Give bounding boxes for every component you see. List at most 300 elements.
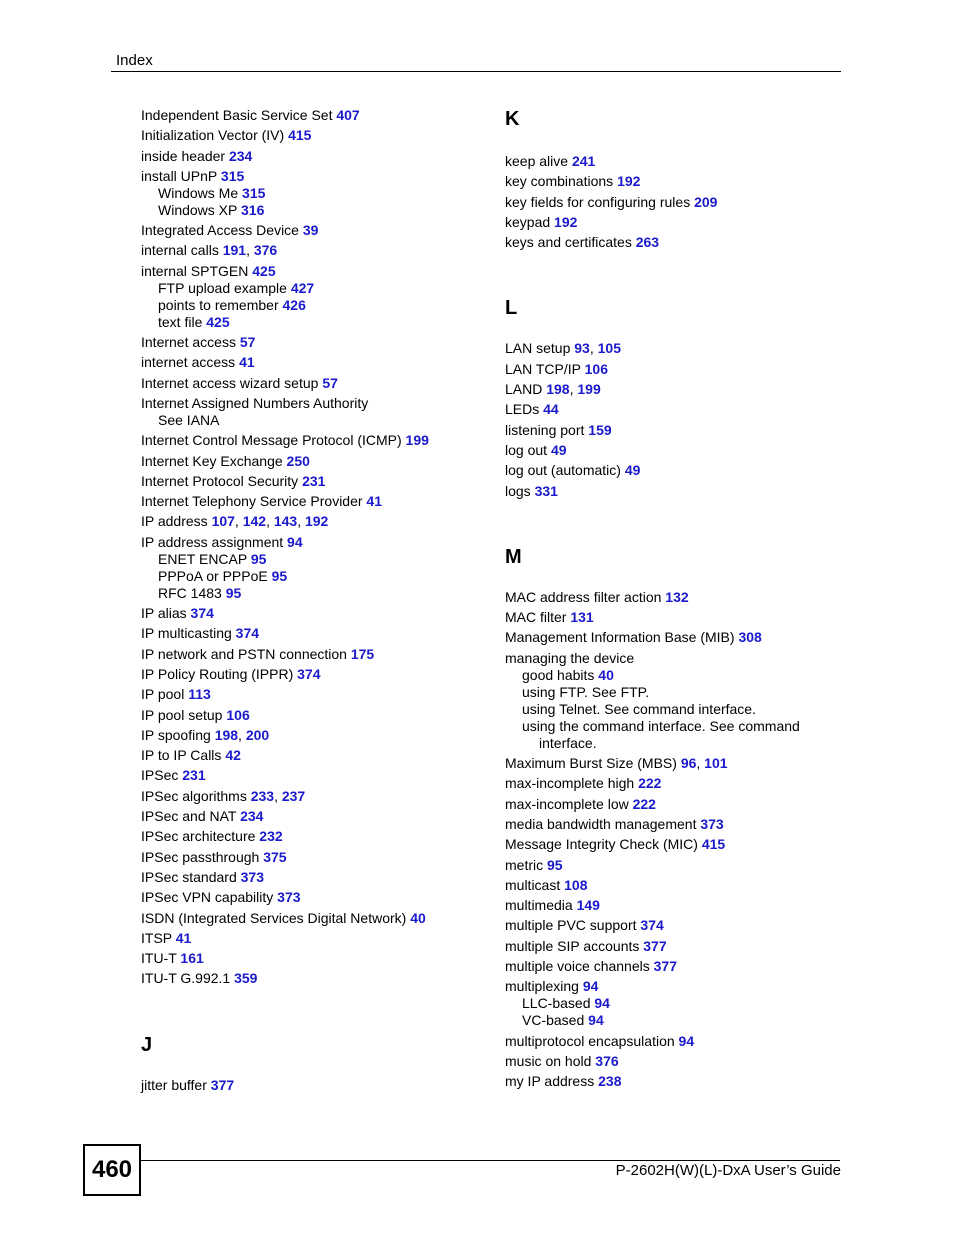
index-entry-main (141, 473, 481, 490)
page-link[interactable]: 308 (738, 629, 762, 646)
index-entry-main (505, 442, 845, 459)
page-link[interactable]: 106 (226, 706, 250, 723)
page-link[interactable]: 237 (281, 787, 306, 804)
index-entry (141, 747, 481, 764)
page-link[interactable]: 57 (239, 334, 256, 351)
index-entry (141, 828, 481, 845)
page-link[interactable]: 238 (598, 1073, 622, 1090)
index-subentry (141, 297, 481, 314)
page-link[interactable]: 108 (564, 876, 588, 893)
index-entry-main (505, 755, 845, 772)
index-term: Independent Basic Service Set (141, 107, 337, 123)
index-entry (141, 910, 481, 927)
index-entry (141, 707, 481, 724)
index-term: Windows Me (158, 184, 243, 201)
index-term: max-incomplete low (505, 795, 633, 812)
index-term: good habits (522, 666, 599, 683)
page-link[interactable]: 359 (234, 970, 258, 987)
index-entry (505, 1073, 845, 1090)
index-term: ENET ENCAP (158, 550, 251, 567)
page-link[interactable]: 376 (253, 242, 278, 259)
index-entry-main (505, 234, 845, 251)
index-entry (505, 214, 845, 231)
index-term: inside header (141, 147, 229, 164)
index-subentry (505, 684, 845, 701)
page-link[interactable]: 96 (680, 755, 697, 772)
page-link[interactable]: 407 (336, 107, 360, 123)
index-entry (141, 493, 481, 510)
page-separator: , (589, 340, 598, 357)
index-term: multiple voice channels (505, 958, 654, 975)
page-link[interactable]: 132 (665, 588, 689, 605)
index-entry-main (141, 646, 481, 663)
index-term: LAN TCP/IP (505, 360, 585, 377)
index-entry-main (141, 222, 481, 239)
page-link[interactable]: 415 (288, 127, 312, 144)
index-entry (505, 401, 845, 418)
index-term: IP address assignment (141, 533, 288, 550)
index-entry-main (141, 727, 481, 744)
index-term: ISDN (Integrated Services Digital Network) (141, 909, 411, 926)
page-link[interactable]: 377 (653, 958, 677, 975)
index-entry-main (141, 242, 481, 259)
page-separator: , (696, 755, 705, 772)
index-term: IP to IP Calls (141, 747, 226, 764)
page-separator: , (569, 381, 578, 398)
index-term: multiprotocol encapsulation (505, 1032, 679, 1049)
page-link[interactable]: 192 (617, 173, 641, 190)
index-entry (505, 173, 845, 190)
index-entry (505, 609, 845, 626)
page-link[interactable]: 93 (574, 340, 590, 357)
page-link[interactable]: 331 (534, 482, 558, 499)
index-entry (141, 375, 481, 392)
index-entry-main (505, 978, 845, 995)
index-term: install UPnP (141, 167, 221, 184)
page-separator: , (297, 513, 305, 530)
index-term: IPSec algorithms (141, 787, 251, 804)
page-separator: , (274, 787, 282, 804)
index-term: Internet access (141, 334, 240, 351)
section-spacer (505, 569, 845, 589)
index-entry (141, 222, 481, 239)
page-link[interactable]: 316 (241, 201, 265, 218)
index-term: IPSec passthrough (141, 848, 264, 865)
index-term: See IANA (158, 411, 220, 428)
index-term: Maximum Burst Size (MBS) (505, 755, 681, 772)
index-term: LEDs (505, 401, 544, 418)
footer-rule (140, 1160, 840, 1161)
index-term: using Telnet. See command interface. (522, 700, 756, 717)
section-letter: K (505, 108, 520, 130)
page-link[interactable]: 191 (222, 242, 247, 259)
index-term: Initialization Vector (IV) (141, 127, 289, 144)
index-term: Internet access wizard setup (141, 374, 323, 391)
page-link[interactable]: 377 (643, 937, 667, 954)
index-entry-main (505, 381, 845, 398)
page-link[interactable]: 41 (239, 354, 255, 371)
index-entry (505, 938, 845, 955)
section-letter: J (141, 1033, 153, 1056)
page-link[interactable]: 95 (225, 584, 242, 601)
index-entry (141, 263, 481, 331)
index-subentry (505, 1012, 845, 1029)
index-term: Internet Telephony Service Provider (141, 493, 367, 510)
index-entry (505, 755, 845, 772)
index-entry (141, 127, 481, 144)
index-entry-main (141, 493, 481, 510)
index-term: jitter buffer (141, 1076, 211, 1093)
index-term: managing the device (505, 649, 635, 666)
index-term: IP pool setup (141, 706, 227, 723)
index-entry (505, 234, 845, 251)
index-entry-main (141, 168, 481, 185)
index-subentry (505, 995, 845, 1012)
index-term: Integrated Access Device (141, 222, 303, 239)
page-link[interactable]: 95 (250, 550, 267, 567)
page-link[interactable]: 40 (598, 666, 614, 683)
index-term: key combinations (505, 173, 618, 190)
index-entry-main (505, 857, 845, 874)
index-term: media bandwidth management (505, 815, 701, 832)
index-entry-main (141, 148, 481, 165)
index-entry-main (141, 453, 481, 470)
index-term: Management Information Base (MIB) (505, 629, 739, 646)
index-entry (505, 483, 845, 500)
index-entry (141, 395, 481, 429)
index-entry-main (505, 609, 845, 626)
page-link[interactable]: 192 (304, 513, 329, 530)
index-term: ITU-T (141, 950, 181, 967)
index-entry (141, 727, 481, 744)
page-link[interactable]: 94 (588, 1012, 604, 1029)
page-link[interactable]: 375 (263, 848, 287, 865)
index-entry (505, 462, 845, 479)
page-link[interactable]: 241 (571, 153, 596, 169)
index-term: IP spoofing (141, 726, 215, 743)
index-term: VC-based (522, 1012, 589, 1029)
index-entry (141, 666, 481, 683)
page-link[interactable]: 149 (576, 897, 600, 914)
page-link[interactable]: 113 (188, 686, 211, 703)
page-separator: , (266, 513, 274, 530)
page-number: 460 (83, 1144, 141, 1196)
index-entry-main (141, 666, 481, 683)
page-link[interactable]: 374 (235, 625, 260, 642)
index-entry-main (505, 816, 845, 833)
page-link[interactable]: 94 (678, 1032, 695, 1049)
page-link[interactable]: 373 (700, 815, 724, 832)
page-link[interactable]: 373 (240, 868, 264, 885)
page-link[interactable]: 250 (286, 452, 310, 469)
page-link[interactable]: 106 (584, 360, 608, 377)
page-link[interactable]: 40 (410, 909, 426, 926)
index-entry (141, 686, 481, 703)
page-link[interactable]: 234 (228, 147, 253, 164)
page-link[interactable]: 44 (543, 401, 559, 418)
page-separator: , (246, 242, 254, 259)
index-term: multicast (505, 876, 565, 893)
page-link[interactable]: 415 (701, 836, 726, 853)
index-term: internal SPTGEN (141, 262, 253, 279)
index-entry-main (505, 589, 845, 606)
section-spacer (505, 131, 845, 153)
index-entry (505, 650, 845, 752)
page-separator: , (238, 726, 246, 743)
index-entry-main (141, 910, 481, 927)
index-entry-main (141, 513, 481, 530)
page-link[interactable]: 94 (594, 995, 610, 1012)
index-term: listening port (505, 421, 589, 438)
page-link[interactable]: 232 (259, 828, 283, 845)
index-term: log out (505, 441, 551, 458)
index-column-left (141, 107, 481, 1097)
page-link[interactable]: 143 (273, 513, 298, 530)
index-term: metric (505, 856, 547, 873)
page-link[interactable]: 101 (704, 755, 728, 772)
index-entry (141, 1077, 481, 1094)
page-link[interactable]: 200 (245, 726, 270, 743)
page-link[interactable]: 49 (550, 441, 567, 458)
page-link[interactable]: 222 (638, 775, 662, 792)
page-link[interactable]: 42 (225, 747, 241, 764)
index-term: RFC 1483 (158, 584, 226, 601)
index-entry (505, 877, 845, 894)
page-link[interactable]: 94 (287, 533, 303, 550)
index-subentry (505, 701, 845, 718)
index-term: LAN setup (505, 340, 575, 357)
index-entry (505, 194, 845, 211)
index-entry (505, 340, 845, 357)
section-spacer (505, 503, 845, 545)
index-entry-main (505, 483, 845, 500)
index-term: IP multicasting (141, 625, 236, 642)
page-link[interactable]: 222 (632, 795, 656, 812)
page-separator: , (234, 513, 243, 530)
index-subentry (141, 314, 481, 331)
index-entry (141, 869, 481, 886)
index-entry-main (505, 214, 845, 231)
index-entry-main (141, 625, 481, 642)
page-link[interactable]: 374 (640, 917, 664, 934)
page-link[interactable]: 377 (210, 1076, 235, 1093)
index-entry (505, 153, 845, 170)
index-entry (141, 930, 481, 947)
index-entry-main (141, 849, 481, 866)
index-entry (141, 625, 481, 642)
page-link[interactable]: 199 (405, 432, 429, 449)
index-term: multiplexing (505, 978, 583, 995)
page-link[interactable]: 95 (271, 567, 288, 584)
section-letter: M (505, 545, 522, 568)
page-link[interactable]: 131 (570, 609, 594, 626)
index-term: multimedia (505, 897, 577, 914)
index-entry (141, 473, 481, 490)
index-term: IPSec (141, 767, 183, 784)
index-entry (505, 422, 845, 439)
page-link[interactable]: 49 (624, 462, 641, 479)
index-term: IP Policy Routing (IPPR) (141, 665, 298, 682)
index-entry-main (505, 1033, 845, 1050)
page-link[interactable]: 192 (554, 213, 578, 230)
index-term: IPSec and NAT (141, 808, 241, 825)
index-entry-main (505, 401, 845, 418)
index-entry (505, 958, 845, 975)
index-entry (141, 534, 481, 602)
page-link[interactable]: 315 (242, 184, 266, 201)
index-entry-main (141, 395, 481, 412)
index-entry-main (141, 534, 481, 551)
index-entry (141, 808, 481, 825)
index-entry (141, 242, 481, 259)
page-link[interactable]: 373 (277, 889, 301, 906)
index-entry (505, 629, 845, 646)
section-spacer (141, 1057, 481, 1077)
index-entry (141, 107, 481, 124)
page-link[interactable]: 199 (577, 381, 601, 398)
page-link[interactable]: 263 (635, 234, 660, 251)
index-entry-main (141, 334, 481, 351)
index-entry-main (141, 747, 481, 764)
index-term: IP pool (141, 686, 189, 703)
page-link[interactable]: 94 (582, 978, 599, 995)
index-term: log out (automatic) (505, 462, 625, 479)
index-entry (505, 775, 845, 792)
index-term: LAND (505, 381, 547, 398)
page-link[interactable]: 425 (206, 313, 230, 330)
page-link[interactable]: 57 (322, 374, 338, 391)
index-entry-main (141, 808, 481, 825)
page-link[interactable]: 39 (302, 222, 319, 239)
index-entry-main (141, 950, 481, 967)
page-link[interactable]: 426 (282, 296, 306, 313)
index-term: ITSP (141, 929, 176, 946)
index-term: MAC address filter action (505, 588, 666, 605)
index-term: IPSec VPN capability (141, 889, 278, 906)
index-entry-main (505, 958, 845, 975)
index-entry (141, 646, 481, 663)
page-link[interactable]: 233 (250, 787, 275, 804)
index-entry-main (141, 354, 481, 371)
running-header: Index (116, 52, 153, 69)
index-entry-main (141, 375, 481, 392)
index-entry (141, 767, 481, 784)
page-link[interactable]: 95 (547, 856, 563, 873)
index-term: keep alive (505, 153, 572, 169)
index-term: using the command interface. See command (522, 717, 800, 734)
index-entry-main (505, 153, 845, 170)
index-entry (141, 453, 481, 470)
page-link[interactable]: 376 (595, 1052, 619, 1069)
index-term: MAC filter (505, 609, 571, 626)
index-entry-main (505, 938, 845, 955)
index-subentry (141, 551, 481, 568)
index-entry-main (505, 877, 845, 894)
page-link[interactable]: 198 (546, 381, 570, 398)
index-term: IP alias (141, 605, 191, 622)
index-term: PPPoA or PPPoE (158, 567, 272, 584)
index-term: Internet Protocol Security (141, 472, 303, 489)
index-entry-main (141, 930, 481, 947)
index-entry-main (505, 1073, 845, 1090)
index-entry (505, 1053, 845, 1070)
page-link[interactable]: 198 (214, 726, 239, 743)
section-spacer (505, 320, 845, 340)
index-entry (505, 589, 845, 606)
index-entry (141, 168, 481, 219)
index-term: keypad (505, 213, 555, 230)
index-term: keys and certificates (505, 234, 636, 251)
page-link[interactable]: 427 (290, 279, 315, 296)
page-link[interactable]: 231 (302, 472, 326, 489)
page-link[interactable]: 175 (350, 645, 375, 662)
index-entry (505, 917, 845, 934)
index-entry-main (505, 361, 845, 378)
section-letter: L (505, 297, 518, 320)
index-term: internal calls (141, 242, 223, 259)
page-link[interactable]: 374 (297, 665, 321, 682)
index-subentry (141, 202, 481, 219)
index-entry-main (505, 1053, 845, 1070)
index-entry-main (141, 889, 481, 906)
index-term: IP address (141, 513, 212, 530)
index-entry (505, 796, 845, 813)
index-entry-main (141, 869, 481, 886)
index-entry (505, 381, 845, 398)
index-entry-main (141, 1077, 481, 1094)
page-link[interactable]: 374 (190, 605, 214, 622)
page-link[interactable]: 105 (597, 340, 621, 357)
page-link[interactable]: 142 (242, 513, 267, 530)
index-entry (141, 605, 481, 622)
index-term: key fields for configuring rules (505, 193, 695, 210)
page-link[interactable]: 234 (240, 808, 264, 825)
index-term: logs (505, 482, 535, 499)
index-term: ITU-T G.992.1 (141, 970, 235, 987)
page-link[interactable]: 41 (175, 929, 192, 946)
index-term: my IP address (505, 1073, 599, 1090)
index-entry-main (141, 432, 481, 449)
index-term: music on hold (505, 1052, 596, 1069)
index-entry (505, 978, 845, 1029)
index-term: Internet Control Message Protocol (ICMP) (141, 432, 406, 449)
index-subentry (141, 585, 481, 602)
page-link[interactable]: 231 (182, 767, 206, 784)
page-link[interactable]: 107 (211, 513, 235, 530)
page-link[interactable]: 159 (588, 421, 612, 438)
page-link[interactable]: 161 (180, 950, 204, 967)
guide-title: P-2602H(W)(L)-DxA User’s Guide (615, 1162, 841, 1179)
page-link[interactable]: 41 (366, 493, 382, 510)
index-subentry-continuation: interface. (539, 734, 597, 751)
index-entry (141, 849, 481, 866)
page-link[interactable]: 425 (252, 262, 276, 279)
index-entry-main (505, 629, 845, 646)
index-subentry (141, 412, 481, 429)
index-term: IP network and PSTN connection (141, 645, 351, 662)
index-entry (505, 816, 845, 833)
index-entry-main (141, 686, 481, 703)
index-entry (141, 950, 481, 967)
index-entry-main (505, 796, 845, 813)
index-entry-main (141, 107, 481, 124)
index-term: FTP upload example (158, 279, 291, 296)
page-link[interactable]: 209 (694, 193, 718, 210)
index-entry (505, 1033, 845, 1050)
index-term: Windows XP (158, 201, 241, 218)
index-term: multiple SIP accounts (505, 937, 644, 954)
page-link[interactable]: 315 (220, 167, 245, 184)
